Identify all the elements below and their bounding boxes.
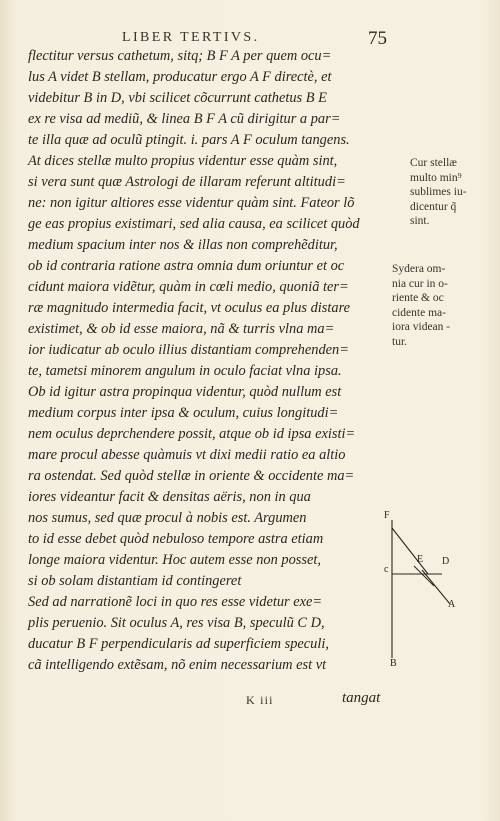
text-line: lus A videt B stellam, producatur ergo A F directè, et xyxy=(28,69,332,85)
text-line: to id esse debet quòd nebuloso tempore astra etiam xyxy=(28,531,324,547)
catchword: tangat xyxy=(342,690,381,706)
eye-line xyxy=(422,570,450,604)
text-line: medium spacium inter nos & illas non comprehẽditur, xyxy=(28,237,338,253)
note-line: cidente ma- xyxy=(392,306,446,319)
text-line: At dices stellæ multo propius videntur esse quàm sint, xyxy=(28,153,338,169)
note-line: nia cur in o- xyxy=(392,277,448,290)
diagram-label-d: D xyxy=(442,556,450,567)
text-line: ra ostendat. Sed quòd stellæ in oriente & occidente ma= xyxy=(28,468,355,484)
text-line: nos sumus, sed quæ procul à nobis est. Argumen xyxy=(28,510,307,526)
note-line: riente & oc xyxy=(392,292,444,304)
text-line: si vera sunt quæ Astrologi de illaram referunt altitudi= xyxy=(28,174,346,190)
text-line: ducatur B F perpendicularis ad superficiem speculi, xyxy=(28,636,329,652)
text-line: plis peruenio. Sit oculus A, res visa B, speculũ C D, xyxy=(28,615,325,631)
text-line: nem oculus deprchendere possit, atque ob id ipsa existi= xyxy=(28,426,356,442)
note-line: Sydera om- xyxy=(392,263,446,275)
text-line: cidunt maiora vidẽtur, quàm in cœli medio, quoniã ter= xyxy=(28,279,349,295)
running-title: LIBER TERTIVS. xyxy=(122,30,260,45)
diagram-label-a: A xyxy=(448,599,456,610)
text-line: ge eas propius existimari, sed alia causa, ea scilicet quòd xyxy=(28,216,360,232)
margin-note-sydera xyxy=(392,262,450,349)
text-line: videbitur B in D, vbi scilicet cõcurrunt cathetus B E xyxy=(28,90,327,106)
text-line: cã intelligendo extẽsam, nõ enim necessarium est vt xyxy=(28,657,327,673)
text-line: mare procul abesse quàmuis vt dixi medii ratio ea altio xyxy=(28,447,346,463)
text-line: te, tametsi minorem angulum in oculo faciat vlna ipsa. xyxy=(28,363,342,379)
diagram-label-b: B xyxy=(390,658,397,669)
diagram-label-f: F xyxy=(384,510,390,521)
diagram-label-e: E xyxy=(417,554,424,565)
text-line: longe maiora videntur. Hoc autem esse non posset, xyxy=(28,552,321,568)
text-line: ne: non igitur altiores esse videntur quàm sint. Fateor lõ xyxy=(28,195,355,211)
diagram-label-c: c xyxy=(384,564,389,575)
mirror-diagram xyxy=(380,508,470,678)
note-line: Cur stellæ xyxy=(410,157,457,169)
note-line: tur. xyxy=(392,335,408,348)
folio-number: 75 xyxy=(368,28,387,49)
text-line: flectitur versus cathetum, sitq; B F A per quem ocu= xyxy=(28,48,332,64)
text-line: te illa quæ ad oculũ ptingit. i. pars A F oculum tangens. xyxy=(28,132,350,148)
mirror-diagram-svg xyxy=(380,508,470,678)
note-line: dicentur q̃ xyxy=(410,200,457,213)
note-line: sint. xyxy=(410,215,430,227)
ray-line xyxy=(392,528,428,574)
body-text xyxy=(28,46,398,676)
text-line: existimet, & ob id esse maiora, nã & turris vlna ma= xyxy=(28,321,335,337)
text-line: ræ magnitudo intermedia facit, vt oculus ea plus distare xyxy=(28,300,351,316)
note-line: sublimes iu- xyxy=(410,186,467,198)
text-line: Ob id igitur astra propinqua videntur, quòd nullum est xyxy=(28,384,342,400)
signature-mark: K iii xyxy=(246,693,274,707)
text-line: ob id contraria ratione astra omnia dum oriuntur et oc xyxy=(28,258,345,274)
text-line: ior iudicatur ab oculo illius distantiam comprehenden= xyxy=(28,342,349,358)
text-line: iores videantur facit & densitas aëris, non in qua xyxy=(28,489,311,505)
text-line: medium corpus inter ipsa & oculum, cuius longitudi= xyxy=(28,405,339,421)
text-line: Sed ad narrationẽ loci in quo res esse videtur exe= xyxy=(28,594,323,610)
text-line: ex re visa ad mediũ, & linea B F A cũ dirigitur a par= xyxy=(28,111,341,127)
note-line: multo min⁹ xyxy=(410,171,462,184)
note-line: iora videan - xyxy=(392,321,451,333)
margin-note-stars xyxy=(410,156,467,229)
text-line: si ob solam distantiam id contingeret xyxy=(28,573,242,589)
